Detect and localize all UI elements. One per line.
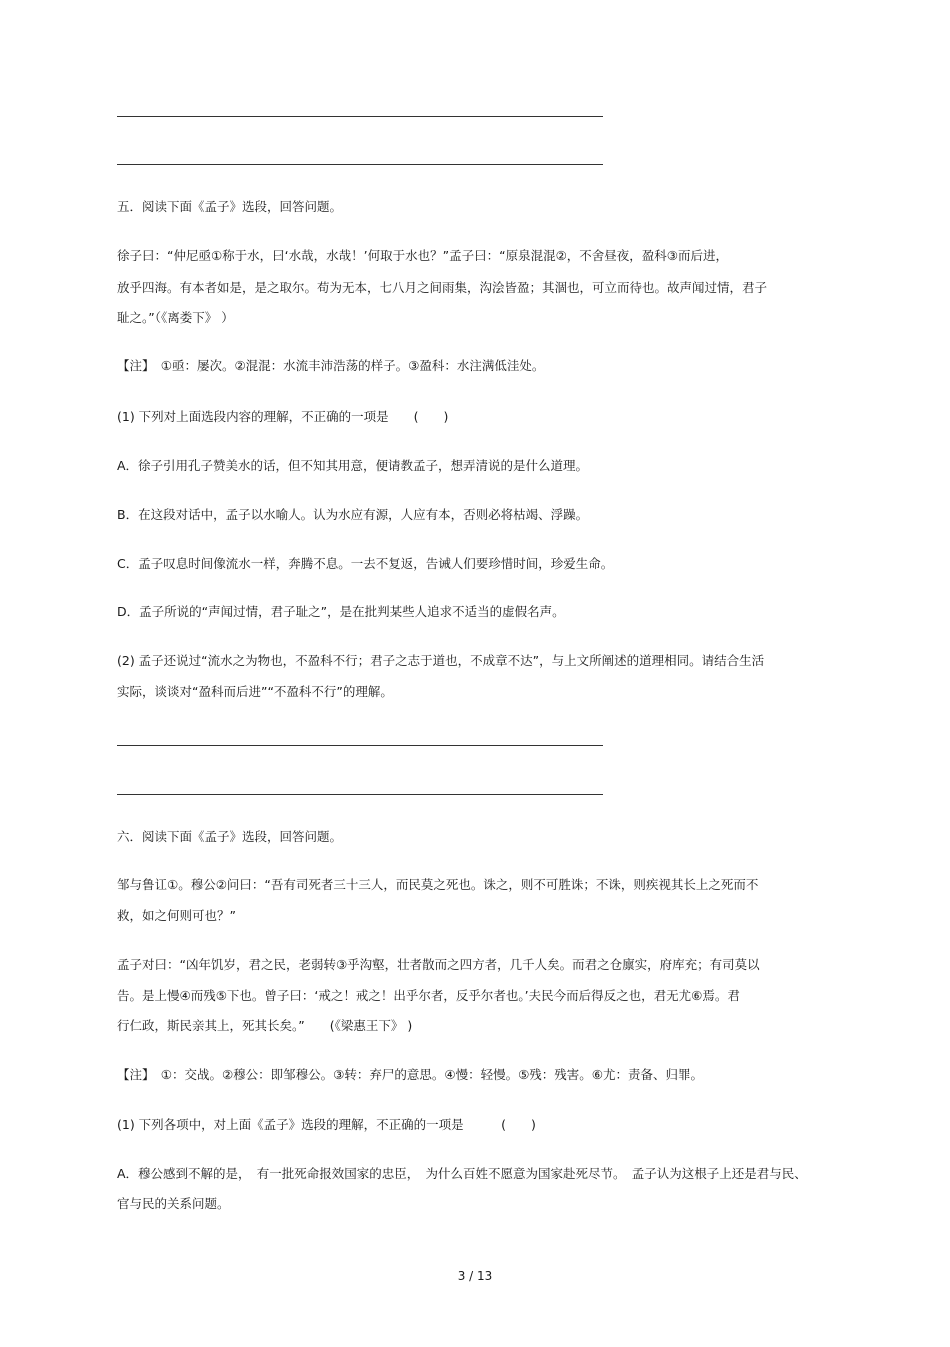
question-stem: (1) 下列对上面选段内容的理解，不正确的一项是 ( ) <box>117 409 449 424</box>
option-b: B．在这段对话中，孟子以水喻人。认为水应有源，人应有本，否则必将枯竭、浮躁。 <box>117 507 589 522</box>
passage-line: 徐子曰：“仲尼亟①称于水，曰‘水哉，水哉！’何取于水也？”孟子曰：“原泉混混②，不舍昼夜，盈科③而后进， <box>117 248 728 263</box>
option-a: A．穆公感到不解的是， 有一批死命报效国家的忠臣， 为什么百姓不愿意为国家赴死尽节。 孟子认为这根子上还是君与民、 <box>117 1166 807 1181</box>
option-a: 官与民的关系问题。 <box>117 1196 230 1211</box>
question-stem: (2) 孟子还说过“流水之为物也，不盈科不行；君子之志于道也，不成章不达”，与上文所阐述的道理相同。请结合生活 <box>117 653 765 668</box>
annotation-note: 【注】 ①：交战。②穆公：即邹穆公。③转：弃尸的意思。④慢：轻慢。⑤残：残害。⑥尤：责备、归罪。 <box>117 1067 703 1082</box>
answer-line <box>117 745 603 746</box>
passage-line: 救，如之何则可也？” <box>117 908 236 923</box>
answer-line <box>117 116 603 117</box>
section-heading: 五．阅读下面《孟子》选段，回答问题。 <box>117 199 343 214</box>
answer-line <box>117 164 603 165</box>
question-stem: (1) 下列各项中，对上面《孟子》选段的理解，不正确的一项是 ( ) <box>117 1117 536 1132</box>
annotation-note: 【注】 ①亟：屡次。②混混：水流丰沛浩荡的样子。③盈科：水注满低洼处。 <box>117 358 545 373</box>
passage-line: 放乎四海。有本者如是，是之取尔。苟为无本，七八月之间雨集，沟浍皆盈；其涸也，可立而待也。故声闻过情，君子 <box>117 280 768 295</box>
passage-line: 耻之。”（《离娄下》 ） <box>117 310 234 325</box>
answer-line <box>117 794 603 795</box>
option-d: D．孟子所说的“声闻过情，君子耻之”，是在批判某些人追求不适当的虚假名声。 <box>117 604 565 619</box>
page-number: 3 / 13 <box>457 1269 493 1283</box>
passage-line: 行仁政，斯民亲其上，死其长矣。” (《梁惠王下》 ) <box>117 1018 413 1033</box>
section-heading: 六．阅读下面《孟子》选段，回答问题。 <box>117 829 343 844</box>
passage-line: 告。是上慢④而残⑤下也。曾子曰：‘戒之！戒之！出乎尔者，反乎尔者也。’夫民今而后得反之也，君无尤⑥焉。君 <box>117 988 740 1003</box>
passage-line: 邹与鲁讧①。穆公②问曰：“吾有司死者三十三人，而民莫之死也。诛之，则不可胜诛；不诛，则疾视其长上之死而不 <box>117 877 759 892</box>
question-stem: 实际，谈谈对“盈科而后进”“不盈科不行”的理解。 <box>117 684 393 699</box>
option-c: C．孟子叹息时间像流水一样，奔腾不息。一去不复返，告诫人们要珍惜时间，珍爱生命。 <box>117 556 614 571</box>
passage-line: 孟子对曰：“凶年饥岁，君之民，老弱转③乎沟壑，壮者散而之四方者，几千人矣。而君之仓廪实，府库充；有司莫以 <box>117 957 760 972</box>
option-a: A．徐子引用孔子赞美水的话，但不知其用意，便请教孟子，想弄清说的是什么道理。 <box>117 458 589 473</box>
